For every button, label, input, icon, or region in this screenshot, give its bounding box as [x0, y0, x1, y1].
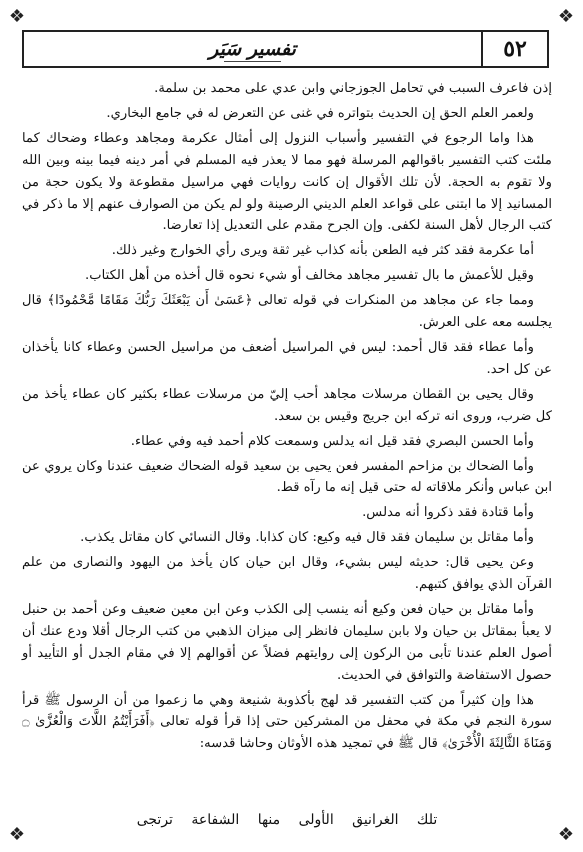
paragraph: وقال يحيى بن القطان مرسلات مجاهد أحب إليّ من مرسلات عطاء بكثير كان عطاء يأخذ من كل ضرب، وروى انه تركه ابن جريج وقيس بن سعد. — [22, 386, 552, 424]
corner-ornament-top-left: ❖ — [8, 6, 26, 27]
paragraph: هذا واما الرجوع في التفسير وأسباب النزول إلى أمثال عكرمة ومجاهد وعطاء وضحاك كما ملئت كتب التفسير باقوالهم المرسلة فهو مما لا يعذر فيه المسلم في أمر دينه فيما بينه وبين الله ولا تقوم به الحجة. لأن تلك الأقوال إن كانت روايات فهي مراسيل مقطوعة ولا يكون حجة من المسانيد إلا ما ابتنى على قواعد العلم الديني الرصينة ولو لم يكن من الصوارف عنهم إلا ما ذكر في كتب الرجال لأهل السنة لكفى. وإن الجرح مقدم على التعديل إذا تعارضا. — [22, 130, 552, 234]
paragraph: ومما جاء عن مجاهد من المنكرات في قوله تعالى ﴿عَسَىٰ أَن يَبْعَثَكَ رَبُّكَ مَقَامًا مَّحْمُودًا﴾ قال يجلسه معه على العرش. — [22, 293, 552, 331]
paragraph: أما عكرمة فقد كثر فيه الطعن بأنه كذاب غير ثقة ويرى رأي الخوارج وغير ذلك. — [111, 243, 534, 259]
paragraph: وأما مقاتل بن سليمان فقد قال فيه وكيع: كان كذابا. وقال النسائي كان مقاتل يكذب. — [80, 530, 534, 546]
paragraph: وأما مقاتل بن حيان فعن وكيع أنه ينسب إلى الكذب وعن ابن معين ضعيف وعن أحمد بن حنبل لا يعبأ بمقاتل بن حيان ولا بابن سليمان فانظر إلى ميزان الذهبي من كتب الرجال أقلا ودع عنك أن أصول العلم عندنا تأبى من الركون إلى روايتهم فضلاً عن أقوالهم إلا في مقام الجدل أو التأييد أو حصول الاستفاضة والتوافق في الحديث. — [22, 601, 552, 683]
corner-ornament-top-right: ❖ — [557, 6, 575, 27]
paragraph: ولعمر العلم الحق إن الحديث بتواتره في غنى عن التعرض له في جامع البخاري. — [106, 105, 534, 121]
paragraph: وعن يحيى قال: حديثه ليس بشيء، وقال ابن حيان كان يأخذ من اليهود والنصارى من علم القرآن الذي يوافق كتبهم. — [22, 555, 552, 593]
page-number: ٥٢ — [481, 32, 547, 66]
paragraph: وأما الحسن البصري فقد قيل انه يدلس وسمعت كلام أحمد فيه وفي عطاء. — [130, 433, 534, 449]
paragraph: وقيل للأعمش ما بال تفسير مجاهد مخالف أو شيء نحوه قال أخذه من أهل الكتاب. — [85, 268, 534, 284]
corner-ornament-bottom-right: ❖ — [557, 824, 575, 845]
paragraph: وأما عطاء فقد قال أحمد: ليس في المراسيل أضعف من مراسيل الحسن وعطاء كانا يأخذان عن كل احد. — [22, 339, 552, 377]
page-header — [22, 30, 549, 68]
poem-line: تلك الغرانيق الأولى منها الشفاعة ترتجى — [136, 812, 438, 828]
paragraph: وأما الضحاك بن مزاحم المفسر فعن يحيى بن سعيد قوله الضحاك ضعيف عندنا وكان يروي عن ابن عباس وأنكر ملاقاته له حتى قيل إنه ما رآه قط. — [22, 458, 552, 496]
paragraph: وأما قتادة فقد ذكروا أنه مدلس. — [362, 505, 534, 521]
paragraph: هذا وإن كثيراً من كتب التفسير قد لهج بأكذوبة شنيعة وهي ما زعموا من أن الرسول ﷺ قرأ سورة النجم في مكة في محفل من المشركين حتى إذا قرأ قوله تعالى ﴿أَفَرَأَيْتُمُ اللَّاتَ وَالْعُزَّىٰ ۝ وَمَنَاةَ الثَّالِثَةَ الْأُخْرَىٰ﴾ قال ﷺ في تمجيد هذه الأوثان وحاشا قدسه: — [22, 692, 552, 752]
running-title: تفسير سَيَر — [24, 32, 481, 66]
paragraph: إذن فاعرف السبب في تحامل الجوزجاني وابن عدي على محمد بن سلمة. — [154, 81, 552, 96]
corner-ornament-bottom-left: ❖ — [8, 824, 26, 845]
body-text — [22, 78, 552, 758]
